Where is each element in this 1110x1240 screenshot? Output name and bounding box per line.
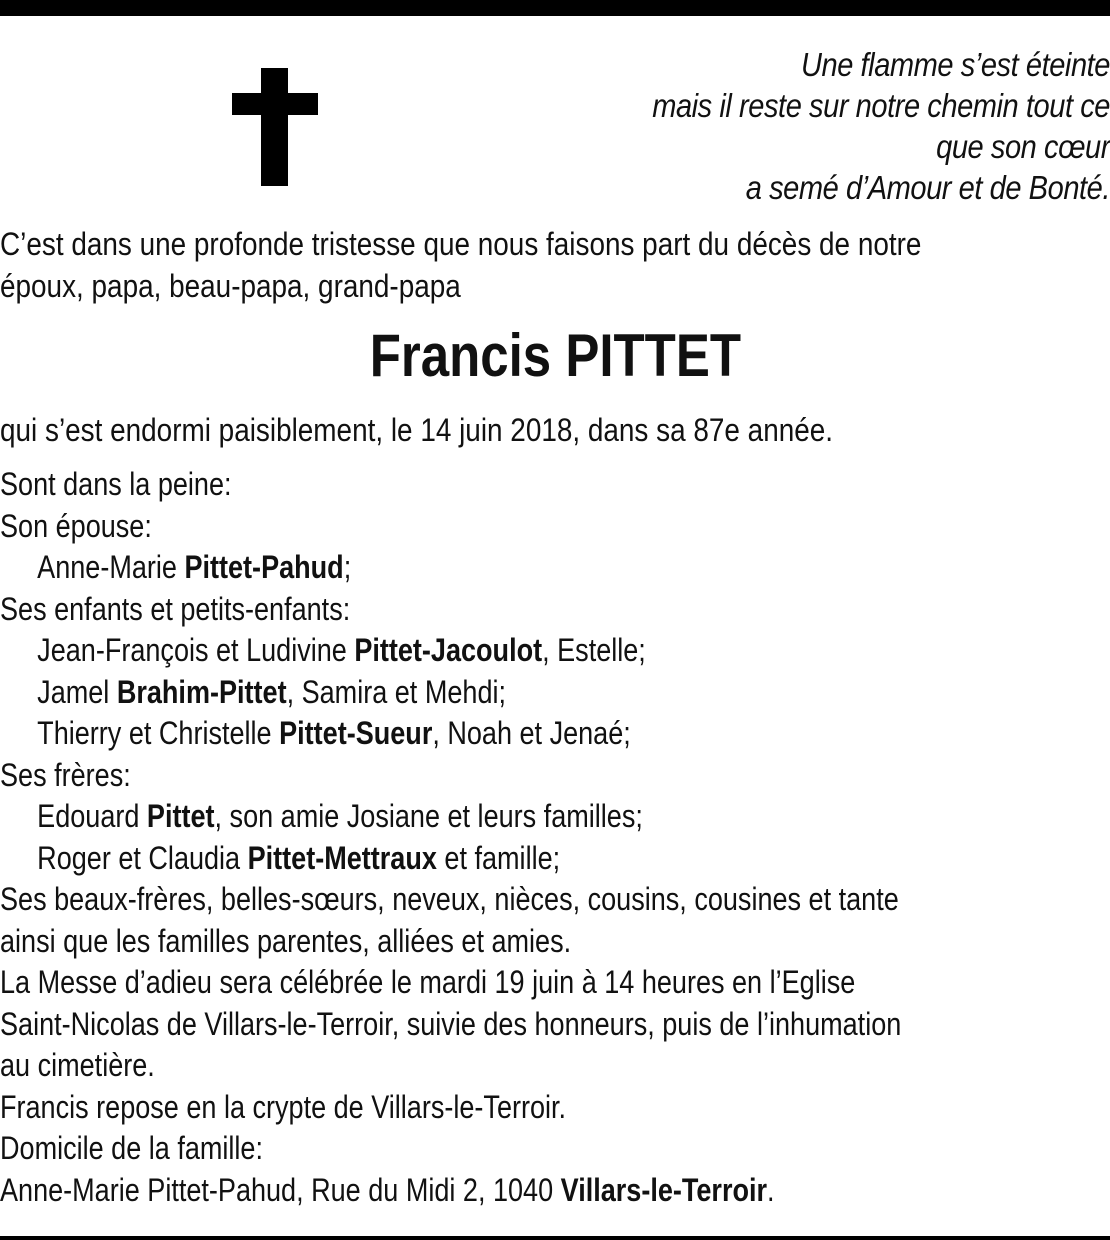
brother-entry: Edouard Pittet, son amie Josiane et leurs familles; — [37, 798, 643, 834]
brothers-label: Ses frères: — [0, 756, 131, 793]
service-details — [0, 962, 901, 1211]
children-label: Ses enfants et petits-enfants: — [0, 590, 351, 627]
intro-paragraph — [0, 224, 921, 307]
child-entry: Thierry et Christelle Pittet-Sueur, Noah et Jenaé; — [37, 715, 631, 751]
mourners-heading: Sont dans la peine: — [0, 466, 232, 502]
poem-line: mais il reste sur notre chemin tout ce — [652, 87, 1110, 124]
brother-entry: Roger et Claudia Pittet-Mettraux et famille; — [37, 839, 561, 876]
spouse-label: Son épouse: — [0, 507, 152, 544]
intro-line: C’est dans une profonde tristesse que nous faisons part du décès de notre — [0, 226, 922, 262]
child-entry: Jamel Brahim-Pittet, Samira et Mehdi; — [37, 673, 506, 710]
intro-line: époux, papa, beau-papa, grand-papa — [0, 267, 461, 304]
family-address: Anne-Marie Pittet-Pahud, Rue du Midi 2, 1040 Villars-le-Terroir. — [0, 1171, 775, 1208]
top-border-rule — [0, 0, 1110, 16]
extended-family: Ses beaux-frères, belles-sœurs, neveux, nièces, cousins, cousines et tante ainsi que les familles parentes, alliées et amies. — [0, 881, 899, 959]
child-entry: Jean-François et Ludivine Pittet-Jacoulot, Estelle; — [37, 632, 646, 668]
domicile-label: Domicile de la famille: — [0, 1130, 263, 1166]
rest-place: Francis repose en la crypte de Villars-le-Terroir. — [0, 1088, 567, 1125]
poem-line: que son cœur — [936, 128, 1110, 165]
service-line: au cimetière. — [0, 1047, 155, 1083]
mourners-list — [0, 464, 646, 879]
bottom-border-rule — [0, 1236, 1110, 1240]
spouse-entry: Anne-Marie Pittet-Pahud; — [37, 549, 352, 585]
passing-statement: qui s’est endormi paisiblement, le 14 juin 2018, dans sa 87e année. — [0, 412, 834, 448]
memorial-poem — [494, 44, 1110, 208]
poem-line: a semé d’Amour et de Bonté. — [745, 169, 1110, 206]
deceased-name: Francis PITTET — [369, 322, 741, 389]
service-line: La Messe d’adieu sera célébrée le mardi 19 juin à 14 heures en l’Eglise — [0, 964, 856, 1000]
poem-line: Une flamme s’est éteinte — [800, 46, 1110, 83]
cross-icon — [232, 68, 318, 186]
service-line: Saint-Nicolas de Villars-le-Terroir, suivie des honneurs, puis de l’inhumation — [0, 1005, 902, 1042]
